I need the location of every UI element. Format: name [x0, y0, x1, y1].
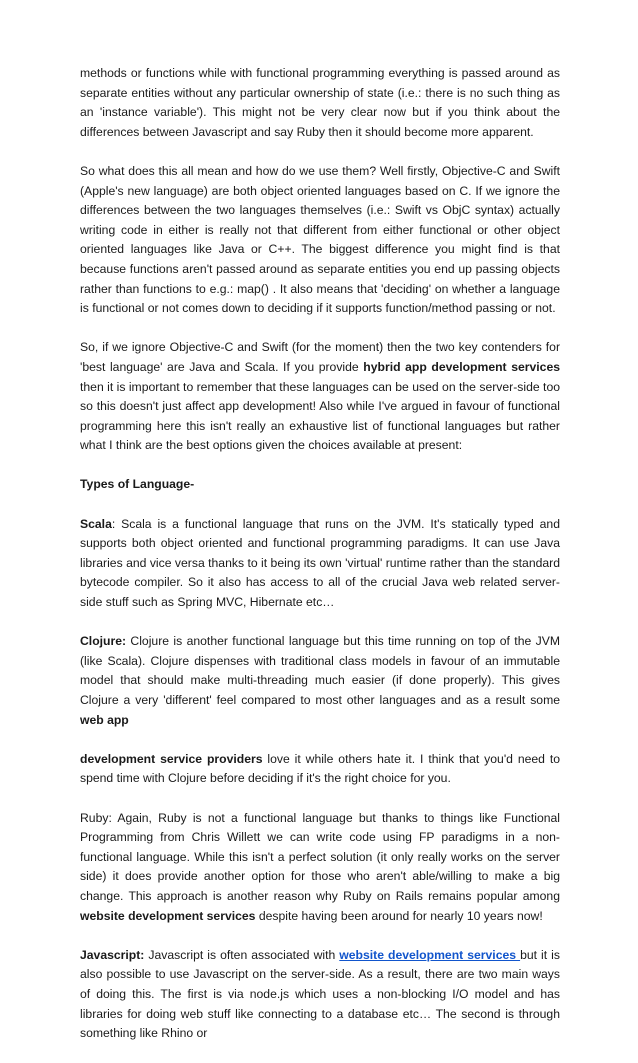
clojure-term: Clojure: — [80, 634, 127, 649]
scala-text: : Scala is a functional language that runs on the JVM. It's statically typed and supports both object oriented and functional programming paradigms. It can use Java libraries and vice versa thanks to it being its own 'virtual' runtime rather than the standard bytecode compiler. So it also has access to all of the crucial Java web related server-side stuff such as Spring MVC, Hibernate etc… — [80, 516, 560, 610]
ruby-text: Ruby: Again, Ruby is not a functional language but thanks to things like Functional Programming from Chris Willett we can write code using FP paradigms in a non-functional language. While this isn't a perfect solution (it only really works on the server side) it does provide another option for those who aren't able/willing to make a big change. This approach is another reason why Ruby on Rails remains popular among — [80, 810, 560, 903]
paragraph-objective-c-swift: So what does this all mean and how do we use them? Well firstly, Objective-C and Swift (Apple's new language) are both object oriented languages based on C. If we ignore the differences between the two languages themselves (i.e.: Swift vs ObjC syntax) actually writing code in either is really not that different from either functional or other object oriented languages like Java or C++. The biggest difference you might find is that because functions aren't passed around as separate entities you end up passing objects rather than functions to e.g.: map() . It also means that 'deciding' on whether a language is functional or not comes down to deciding if it supports function/method passing or not. — [80, 163, 560, 316]
ruby-tail: despite having been around for nearly 10 years now! — [255, 908, 543, 923]
paragraph-java-scala — [80, 338, 560, 456]
javascript-text: Javascript is often associated with — [144, 947, 340, 962]
javascript-term: Javascript: — [80, 947, 145, 962]
paragraph-ruby — [80, 809, 560, 927]
website-dev-services-link[interactable]: website development services — [339, 947, 521, 962]
section-heading: Types of Language- — [80, 477, 195, 492]
scala-term: Scala — [80, 516, 112, 531]
paragraph-clojure-continued — [80, 750, 560, 789]
clojure-text: Clojure is another functional language but this time running on top of the JVM (like Scala). Clojure dispenses with traditional class models in favour of an immutable model that should make multi-threading much easier (if done properly). This gives Clojure a very 'different' feel compared to most other languages and as a result some — [80, 634, 560, 707]
dev-service-providers-bold: development service providers — [80, 751, 263, 766]
javascript-tail: but it is also possible to use Javascript on the server-side. As a result, there are two main ways of doing this. The first is via node.js which uses a non-blocking I/O model and has libraries for doing web stuff like connecting to a database etc… The second is through something like Rhino or — [80, 947, 560, 1041]
web-app-bold: web app — [80, 712, 129, 727]
paragraph-clojure — [80, 632, 560, 730]
clojure2-text: love it while others hate it. I think that you'd need to spend time with Clojure before deciding if it's the right choice for you. — [80, 751, 560, 786]
paragraph-javascript — [80, 946, 560, 1044]
paragraph-scala — [80, 515, 560, 613]
document-page — [80, 64, 560, 1063]
hybrid-app-bold: hybrid app development services — [363, 359, 561, 374]
p3-text-b: then it is important to remember that these languages can be used on the server-side too so this doesn't just affect app development! Also while I've argued in favour of functional programming here this isn't really an exhaustive list of functional languages but rather what I think are the best options given the choices available at present: — [80, 379, 560, 453]
p3-text-a: So, if we ignore Objective-C and Swift (for the moment) then the two key contenders for 'best language' are Java and Scala. If you provide — [80, 340, 560, 374]
website-dev-services-bold: website development services — [80, 908, 256, 923]
paragraph-functional-programming: methods or functions while with functional programming everything is passed around as separate entities without any particular ownership of state (i.e.: there is no such thing as an 'instance variable'). This might not be very clear now but if you think about the differences between Javascript and say Ruby then it should become more apparent. — [80, 66, 560, 139]
